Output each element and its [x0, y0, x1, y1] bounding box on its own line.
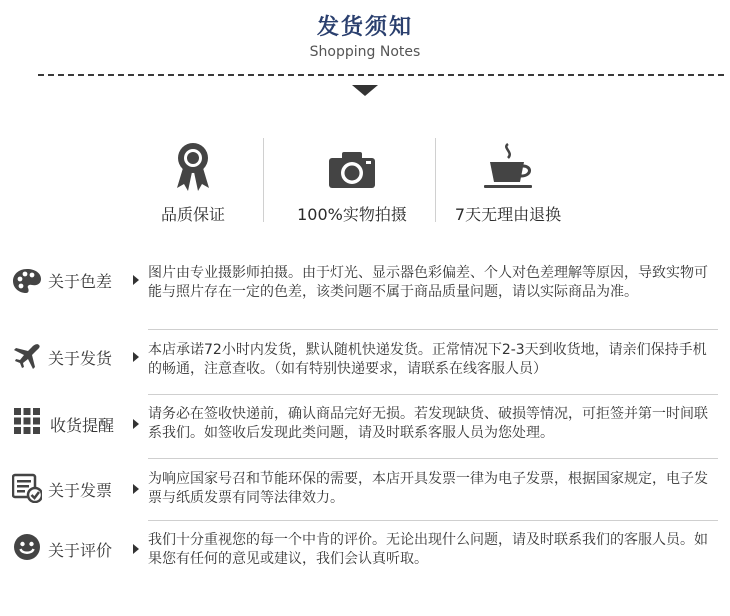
airplane-icon [12, 342, 42, 372]
palette-icon [12, 266, 42, 296]
chevron-right-icon [133, 275, 139, 285]
note-label: 关于色差 [48, 272, 113, 291]
row-divider [148, 458, 718, 459]
note-text: 请务必在签收快递前，确认商品完好无损。若发现缺货、破损等情况，可拒签并第一时间联系我们。如签收后发现此类问题，请及时联系客服人员为您处理。 [148, 406, 708, 441]
feature-photo [262, 140, 442, 224]
row-divider [148, 394, 718, 395]
note-label: 关于发票 [48, 481, 113, 500]
invoice-check-icon [12, 473, 42, 503]
dashed-divider [38, 74, 724, 76]
page-subtitle: Shopping Notes [309, 44, 421, 60]
row-divider [148, 520, 718, 521]
grid-icon [14, 408, 40, 434]
page-title: 发货须知 [316, 15, 413, 40]
feature-label: 100%实物拍摄 [297, 205, 407, 224]
note-label: 关于发货 [48, 349, 113, 368]
feature-return [418, 140, 598, 224]
note-text: 图片由专业摄影师拍摄。由于灯光、显示器色彩偏差、个人对色差理解等原因，导致实物可能与照片存在一定的色差，该类问题不属于商品质量问题，请以实际商品为准。 [148, 265, 708, 300]
coffee-cup-icon [478, 140, 538, 194]
note-label: 关于评价 [48, 541, 113, 560]
note-text: 本店承诺72小时内发货，默认随机快递发货。正常情况下2-3天到收货地，请亲们保持手机的畅通，注意查收。（如有特别快递要求，请联系在线客服人员） [148, 342, 707, 377]
chevron-right-icon [133, 544, 139, 554]
row-divider [148, 329, 718, 330]
chevron-right-icon [133, 484, 139, 494]
down-triangle-icon [352, 85, 378, 96]
ribbon-medal-icon [173, 140, 213, 194]
camera-icon [326, 140, 378, 194]
note-label: 收货提醒 [50, 416, 115, 435]
feature-quality [103, 140, 283, 224]
note-text: 为响应国家号召和节能环保的需要，本店开具发票一律为电子发票，根据国家规定，电子发票与纸质发票有同等法律效力。 [148, 471, 708, 506]
chevron-right-icon [133, 419, 139, 429]
chevron-right-icon [133, 352, 139, 362]
smiley-icon [13, 533, 41, 561]
feature-label: 品质保证 [160, 205, 225, 224]
feature-label: 7天无理由退换 [454, 205, 562, 224]
note-text: 我们十分重视您的每一个中肯的评价。无论出现什么问题，请及时联系我们的客服人员。如果您有任何的意见或建议，我们会认真听取。 [148, 532, 708, 567]
